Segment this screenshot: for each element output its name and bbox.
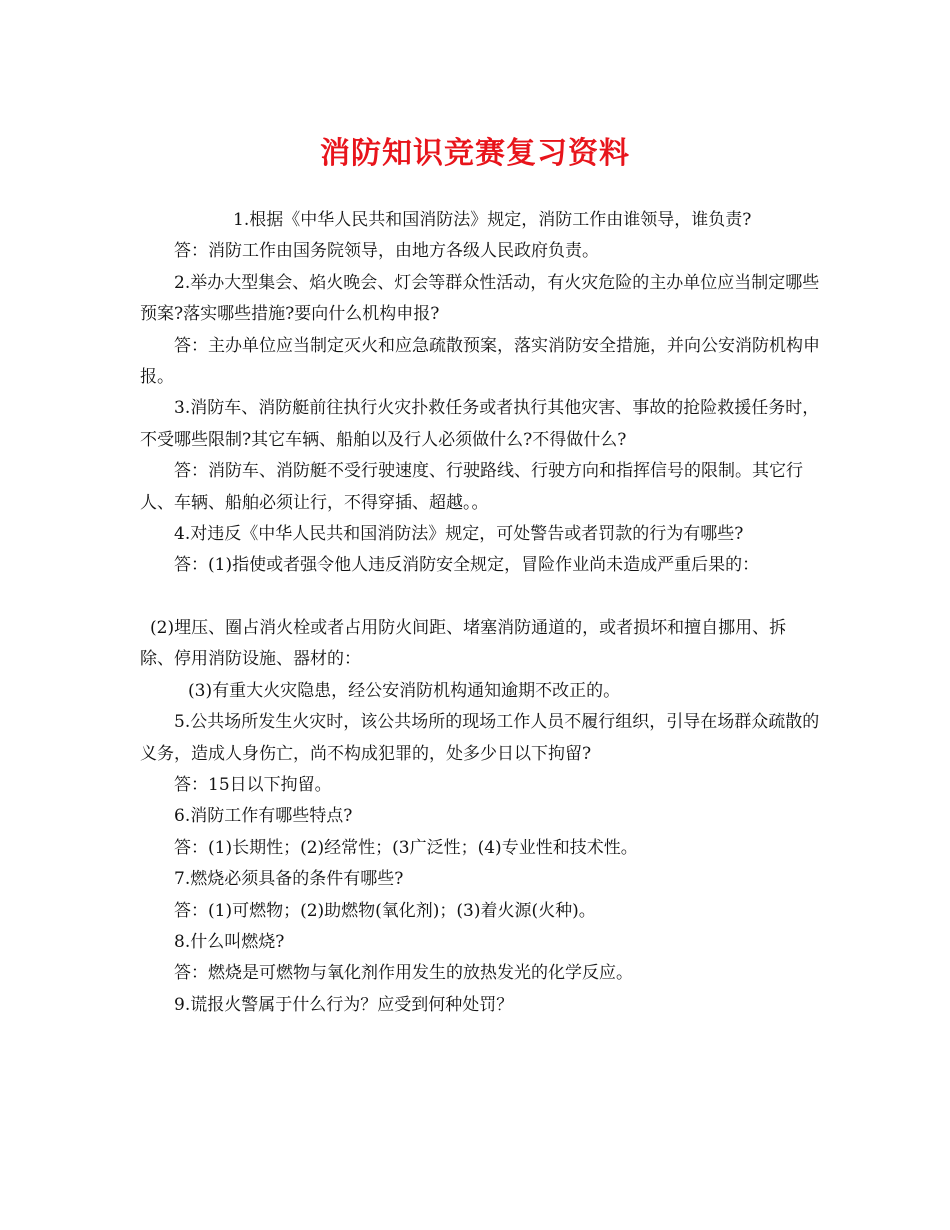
answer-7: 答：(1)可燃物；(2)助燃物(氧化剂)；(3)着火源(火种)。 (174, 900, 596, 921)
answer-8: 答：燃烧是可燃物与氧化剂作用发生的放热发光的化学反应。 (174, 963, 633, 984)
answer-6: 答：(1)长期性；(2)经常性；(3广泛性；(4)专业性和技术性。 (174, 837, 638, 858)
question-3: 3.消防车、消防艇前往执行火灾扑救任务或者执行其他灾害、事故的抢险救援任务时，不受哪些限制?其它车辆、船舶以及行人必须做什么?不得做什么? (140, 398, 820, 450)
document-body (140, 205, 820, 1021)
answer-1: 答：消防工作由国务院领导，由地方各级人民政府负责。 (174, 241, 599, 262)
question-1: 1.根据《中华人民共和国消防法》规定，消防工作由谁领导，谁负责? (233, 210, 752, 230)
question-4: 4.对违反《中华人民共和国消防法》规定，可处警告或者罚款的行为有哪些? (174, 524, 744, 545)
question-6: 6.消防工作有哪些特点? (174, 806, 353, 827)
answer-2: 答：主办单位应当制定灭火和应急疏散预案，落实消防安全措施，并向公安消防机构申报。 (140, 335, 820, 388)
question-5: 5.公共场所发生火灾时，该公共场所的现场工作人员不履行组织，引导在场群众疏散的义务，造成人身伤亡，尚不构成犯罪的，处多少日以下拘留? (140, 712, 820, 764)
question-7: 7.燃烧必须具备的条件有哪些? (174, 869, 404, 890)
question-2: 2.举办大型集会、焰火晚会、灯会等群众性活动，有火灾危险的主办单位应当制定哪些预案?落实哪些措施?要向什么机构申报? (140, 272, 820, 325)
answer-4-item-3: (3)有重大火灾隐患，经公安消防机构通知逾期不改正的。 (188, 680, 621, 701)
answer-4-item-1: 答：(1)指使或者强令他人违反消防安全规定，冒险作业尚未造成严重后果的： (174, 555, 760, 576)
question-9: 9.谎报火警属于什么行为？应受到何种处罚？ (174, 994, 514, 1015)
document-title: 消防知识竞赛复习资料 (320, 136, 630, 171)
answer-5: 答：15日以下拘留。 (174, 774, 332, 795)
answer-4-item-2: (2)埋压、圈占消火栓或者占用防火间距、堵塞消防通道的，或者损坏和擅自挪用、拆除、停用消防设施、器材的： (140, 617, 787, 670)
answer-3: 答：消防车、消防艇不受行驶速度、行驶路线、行驶方向和指挥信号的限制。其它行人、车辆、船舶必须让行，不得穿插、超越。。 (140, 461, 803, 513)
question-8: 8.什么叫燃烧? (174, 931, 285, 952)
